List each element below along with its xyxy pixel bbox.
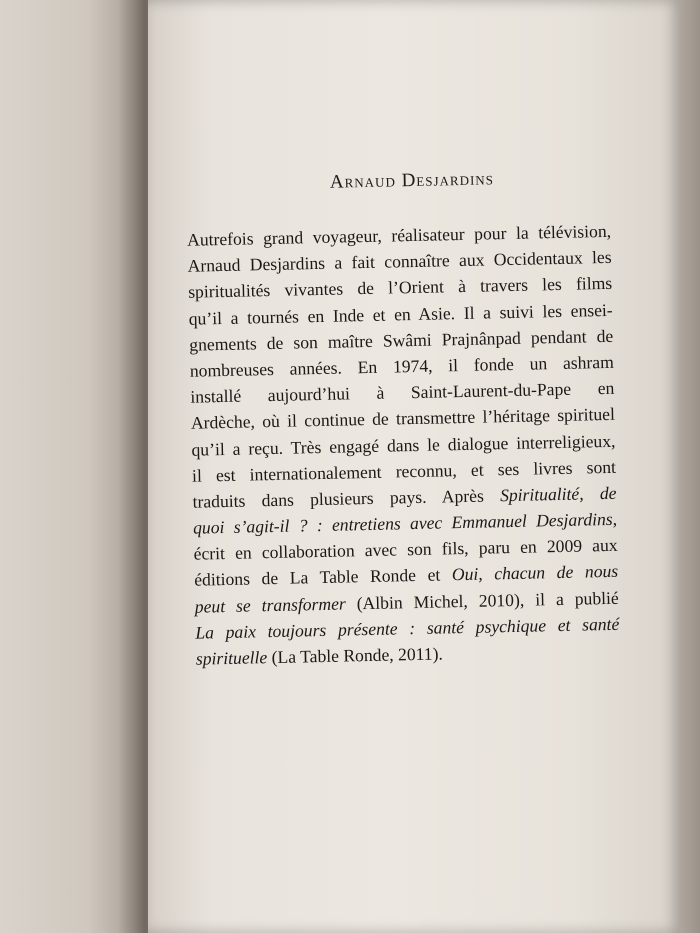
bio-italic-text: Oui, chacun de nous [451, 561, 619, 585]
author-heading: Arnaud Desjardins [329, 168, 495, 193]
bio-text: spiritualités vivantes de l’Orient à travers les films [187, 273, 613, 303]
bio-text: nombreuses années. En 1974, il fonde un ashram [189, 351, 614, 381]
bio-text: qu’il a tournés en Inde et en Asie. Il a suivi les ensei- [188, 299, 613, 329]
bio-text: Ardèche, où il continue de transmettre l’héritage spirituel [190, 404, 616, 434]
bio-text: Autrefois grand voyageur, réalisateur pour la télévision, [186, 220, 612, 250]
author-biography [187, 218, 620, 672]
bio-italic-text: Spiritualité, de [499, 482, 617, 506]
bio-text: qu’il a reçu. Très engagé dans le dialogue interreligieux, [191, 430, 616, 460]
bio-text: écrit en collaboration avec son fils, paru en 2009 aux [193, 535, 618, 564]
bio-text: Arnaud Desjardins a fait connaître aux Occidentaux les [187, 247, 612, 276]
bio-text: (La Table Ronde, 2011). [267, 643, 444, 668]
bio-text: installé aujourd’hui à Saint-Laurent-du-Pape en [190, 377, 615, 407]
bio-text: (Albin Michel, 2010), il a publié [345, 587, 619, 614]
book-page [148, 0, 680, 933]
bio-text: gnements de son maître Swâmi Prajnânpad pendant de [189, 325, 614, 355]
bio-italic-text: peut se transformer [194, 593, 346, 617]
bio-italic-text: quoi s’agit-il ? : entretiens avec Emmanuel Desjardins [192, 508, 613, 538]
page-content [142, 0, 693, 933]
bio-italic-text: La paix toujours présente : santé psychique et santé [195, 613, 620, 643]
bio-italic-text: spirituelle [195, 647, 268, 669]
bio-text: traduits dans plusieurs pays. Après [192, 485, 501, 512]
bio-text: il est internationalement reconnu, et ses livres sont [191, 456, 617, 486]
bio-text: , [612, 508, 618, 529]
bio-text: éditions de La Table Ronde et [194, 564, 453, 591]
